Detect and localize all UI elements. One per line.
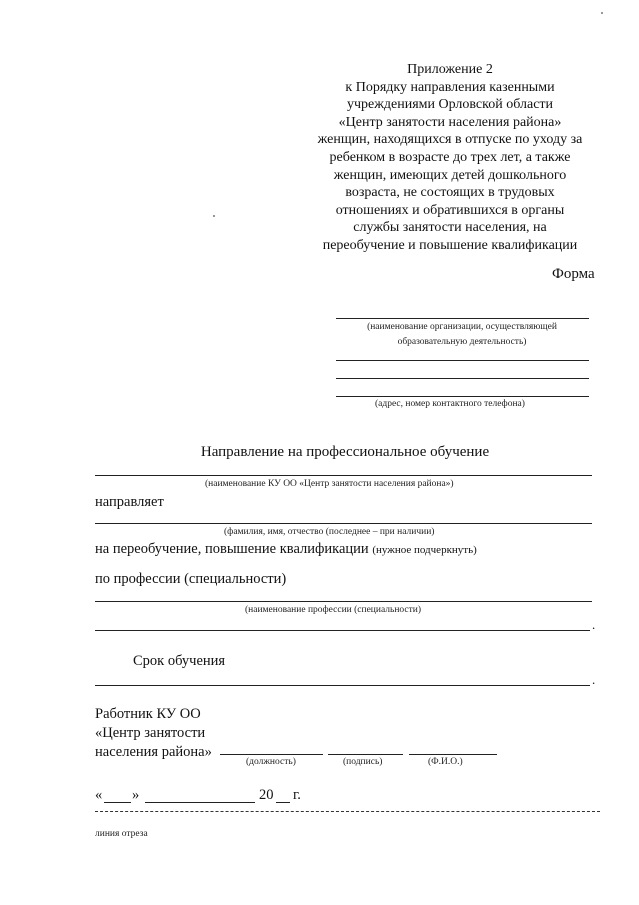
fio-hint: (фамилия, имя, отчество (последнее – при наличии) xyxy=(224,527,435,537)
org-address-field-3[interactable] xyxy=(336,396,589,397)
appendix-header xyxy=(300,61,600,255)
worker-label xyxy=(95,705,212,762)
document-title: Направление на профессиональное обучение xyxy=(200,444,490,460)
address-hint: (адрес, номер контактного телефона) xyxy=(375,399,525,409)
worker-line: Работник КУ ОО xyxy=(95,706,201,722)
org-address-field-1[interactable] xyxy=(336,360,589,361)
retraining-label: на переобучение, повышение квалификации xyxy=(95,541,369,557)
appendix-line: переобучение и повышение квалификации xyxy=(322,237,578,253)
date-day-field[interactable] xyxy=(104,802,131,803)
form-label: Форма xyxy=(552,266,595,282)
worker-line: «Центр занятости xyxy=(95,725,206,741)
profession-label: по профессии (специальности) xyxy=(95,571,287,587)
year-suffix: г. xyxy=(293,787,301,803)
appendix-line: службы занятости населения, на xyxy=(353,220,547,236)
profession-period: . xyxy=(592,617,596,632)
appendix-line: к Порядку направления казенными xyxy=(345,79,555,95)
org-address-field-2[interactable] xyxy=(336,378,589,379)
position-hint: (должность) xyxy=(246,757,296,767)
study-period-dot: . xyxy=(592,672,596,687)
date-month-field[interactable] xyxy=(145,802,255,803)
cut-line-label: линия отреза xyxy=(95,829,148,839)
appendix-line: возраста, не состоящих в трудовых xyxy=(345,185,555,201)
fio-signature-field[interactable] xyxy=(409,754,497,755)
appendix-line: учреждениями Орловской области xyxy=(346,97,554,113)
scan-speck xyxy=(213,215,215,217)
study-period-label: Срок обучения xyxy=(133,653,226,669)
profession-field[interactable] xyxy=(95,601,592,602)
scan-speck xyxy=(601,12,603,14)
study-period-field[interactable] xyxy=(95,685,590,686)
retraining-hint: (нужное подчеркнуть) xyxy=(372,544,477,556)
appendix-line: «Центр занятости населения района» xyxy=(338,114,562,130)
ku-name-hint: (наименование КУ ОО «Центр занятости населения района») xyxy=(205,479,454,489)
appendix-line: женщин, находящихся в отпуске по уходу за xyxy=(317,132,583,148)
sends-label: направляет xyxy=(95,494,164,510)
position-field[interactable] xyxy=(220,754,323,755)
cut-line xyxy=(95,811,600,812)
appendix-line: женщин, имеющих детей дошкольного xyxy=(333,167,567,183)
signature-field[interactable] xyxy=(328,754,403,755)
worker-line: населения района» xyxy=(95,744,212,760)
signature-hint: (подпись) xyxy=(343,757,383,767)
org-name-field[interactable] xyxy=(336,318,589,319)
date-open-quote: « xyxy=(95,787,103,803)
appendix-line: Приложение 2 xyxy=(407,62,493,77)
name-hint: (Ф.И.О.) xyxy=(428,757,463,767)
profession-hint: (наименование профессии (специальности) xyxy=(245,605,422,615)
profession-field-2[interactable] xyxy=(95,630,590,631)
retraining-line xyxy=(95,541,477,558)
date-year-field[interactable] xyxy=(276,802,290,803)
fio-field[interactable] xyxy=(95,523,592,524)
year-prefix: 20 xyxy=(259,787,274,803)
appendix-line: ребенком в возрасте до трех лет, а также xyxy=(329,149,571,165)
ku-name-field[interactable] xyxy=(95,475,592,476)
date-close-quote: » xyxy=(132,787,140,803)
org-name-hint: (наименование организации, осуществляющей образовательную деятельность) xyxy=(367,322,557,347)
appendix-line: отношениях и обратившихся в органы xyxy=(335,202,565,218)
